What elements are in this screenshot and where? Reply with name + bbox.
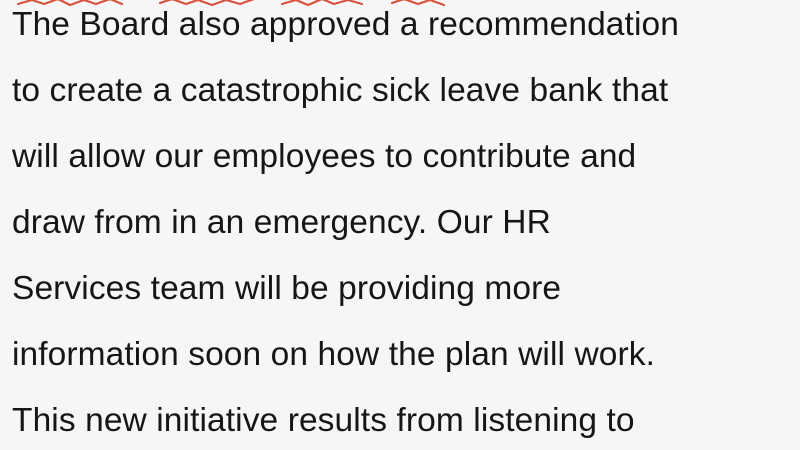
- body-paragraph: [12, 0, 800, 450]
- paragraph-line: This new initiative results from listening to: [12, 402, 635, 439]
- paragraph-line: to create a catastrophic sick leave bank that: [12, 72, 669, 109]
- paragraph-line: draw from in an emergency. Our HR: [12, 204, 551, 241]
- paragraph-line: Services team will be providing more: [12, 270, 562, 307]
- paragraph-line: The Board also approved a recommendation: [12, 6, 679, 43]
- paragraph-line: will allow our employees to contribute and: [12, 138, 637, 175]
- paragraph-line: information soon on how the plan will work.: [12, 336, 655, 373]
